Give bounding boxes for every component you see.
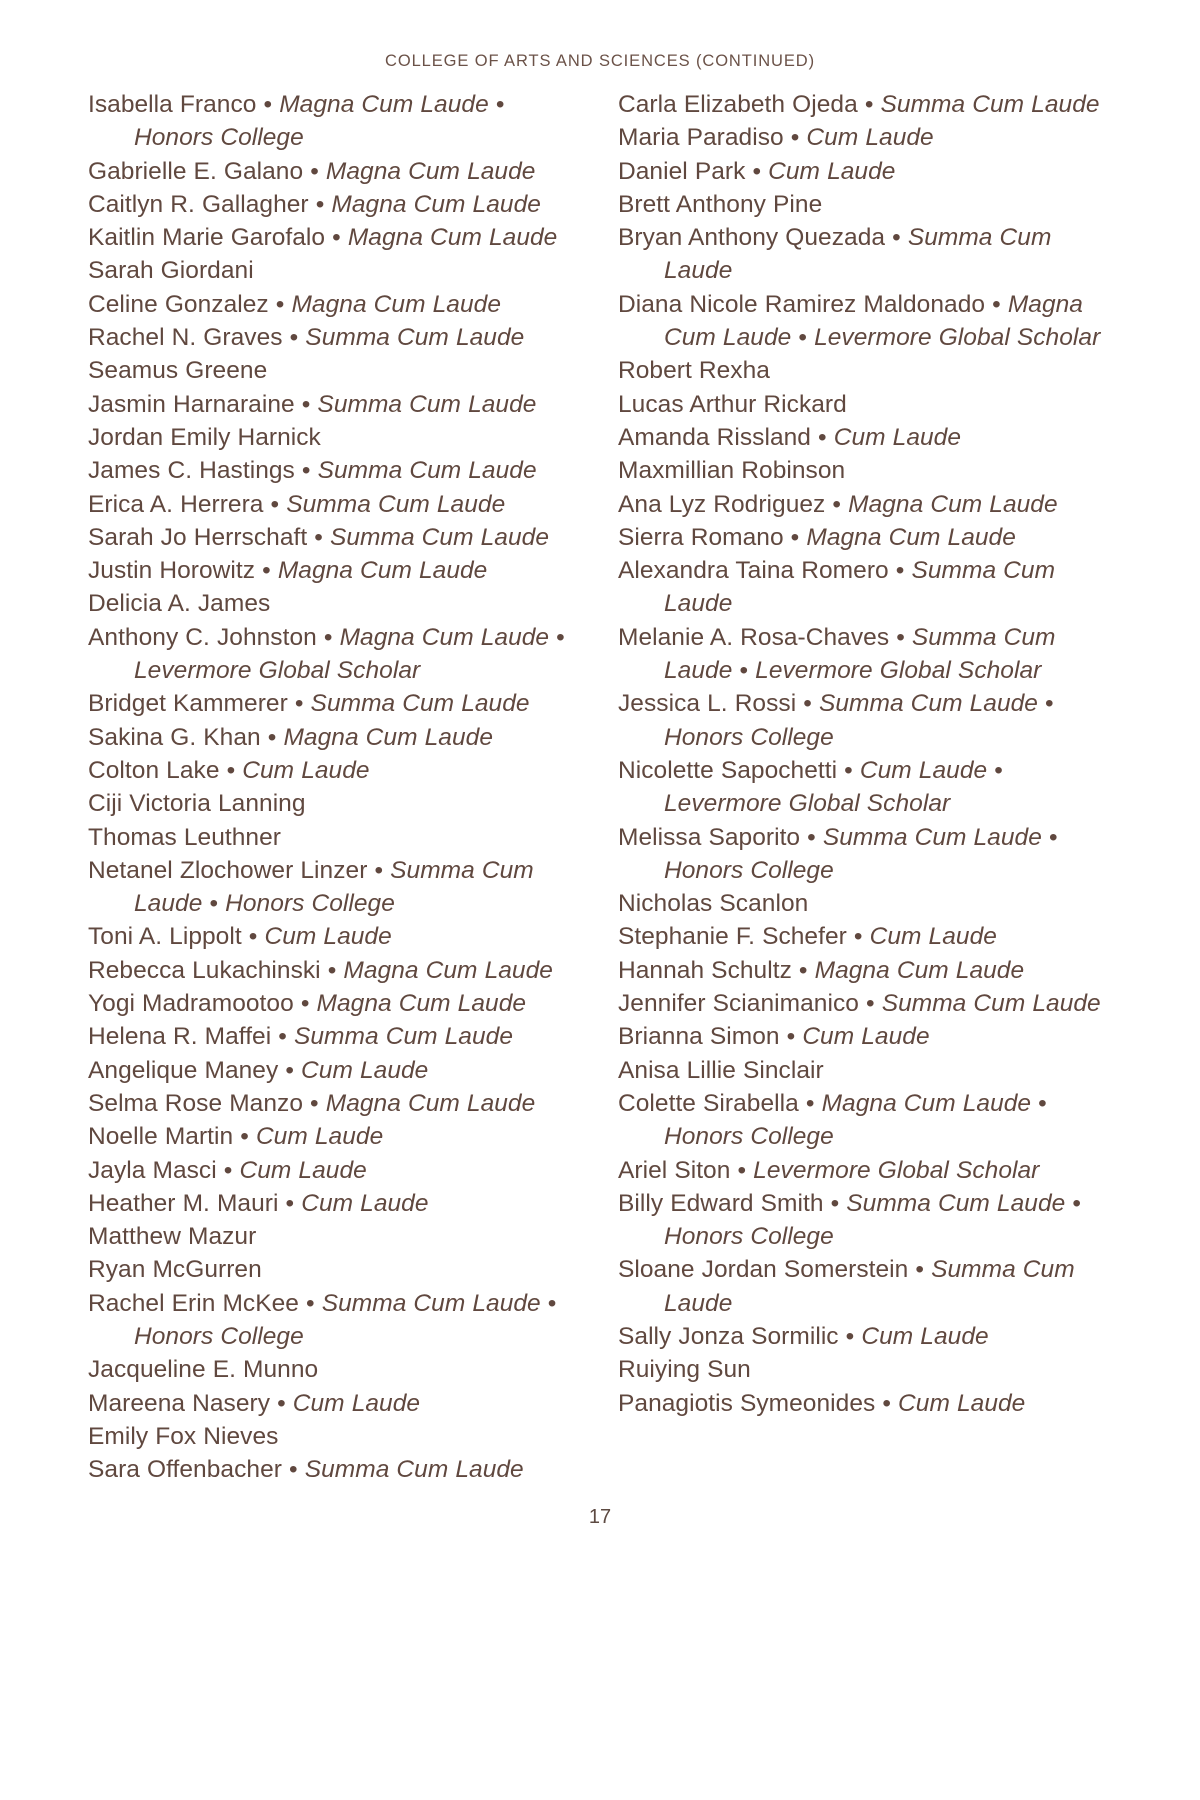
bullet-separator-icon: • [270,1389,293,1417]
graduate-name: Daniel Park [618,157,746,185]
graduate-honor: Summa Cum Laude [134,856,534,918]
graduate-entry [618,1353,1112,1386]
graduate-honor: Cum Laude [861,1322,989,1350]
graduate-name: Ciji Victoria Lanning [88,790,306,818]
bullet-separator-icon: • [278,1189,302,1217]
bullet-separator-icon: • [260,723,284,751]
graduate-honor: Cum Laude [802,1023,930,1051]
graduate-entry [88,188,582,221]
graduate-name: Hannah Schultz [618,956,792,984]
bullet-separator-icon: • [1037,690,1054,718]
graduate-name: Rebecca Lukachinski [88,956,321,984]
graduate-entry [618,1020,1112,1053]
graduate-name: Amanda Rissland [618,423,811,451]
bullet-separator-icon: • [488,91,505,118]
graduate-name: Bridget Kammerer [88,690,288,718]
bullet-separator-icon: • [889,623,912,651]
graduate-honor: Magna Cum Laude [821,1089,1032,1117]
graduate-honor: Magna Cum Laude [283,723,494,751]
graduate-entry [618,954,1112,987]
graduate-entry [88,721,582,754]
graduate-honor: Magna Cum Laude [347,224,558,252]
graduate-name: Sakina G. Khan [88,723,261,751]
bullet-separator-icon: • [800,823,823,851]
graduate-name: Ruiying Sun [618,1356,751,1384]
graduate-name: Jennifer Scianimanico [618,990,859,1018]
graduate-entry [88,521,582,554]
graduate-entry [618,1387,1112,1420]
graduate-name: Justin Horowitz [88,557,256,585]
graduate-honor: Cum Laude [898,1389,1026,1417]
graduate-name: Gabrielle E. Galano [88,157,304,185]
graduate-name: Sarah Giordani [88,257,254,285]
graduate-entry [618,454,1112,487]
graduate-entry [88,1187,582,1220]
graduate-name: Noelle Martin [88,1123,234,1151]
graduate-honor: Summa Cum Laude [304,1456,524,1484]
graduate-entry [88,1453,582,1486]
graduate-name: Maxmillian Robinson [618,457,846,485]
bullet-separator-icon: • [730,1156,754,1184]
graduate-name: Selma Rose Manzo [88,1089,303,1117]
graduate-name: Sara Offenbacher [88,1456,282,1484]
graduate-honor: Summa Cum Laude [664,623,1056,685]
graduate-name: Emily Fox Nieves [88,1422,279,1450]
graduate-name: Alexandra Taina Romero [618,557,889,585]
graduate-entry [88,1087,582,1120]
graduate-entry [88,421,582,454]
graduate-name: Jacqueline E. Munno [88,1356,319,1384]
graduate-honor: Summa Cum Laude [317,457,537,485]
bullet-separator-icon: • [256,91,280,118]
graduate-entry [88,821,582,854]
bullet-separator-icon: • [838,1322,862,1350]
graduate-name: Kaitlin Marie Garofalo [88,224,326,252]
graduate-name: Melissa Saporito [618,823,801,851]
graduate-columns [88,88,1112,1486]
graduate-honor: Levermore Global Scholar [753,1156,1040,1184]
graduate-honor: Summa Cum Laude [321,1289,541,1317]
graduate-name: Anisa Lillie Sinclair [618,1056,824,1084]
graduate-name: Celine Gonzalez [88,290,269,318]
graduate-honor: Cum Laude [301,1189,429,1217]
graduate-honor: Cum Laude [869,923,997,951]
graduate-entry [88,687,582,720]
graduate-honor: Honors College [664,1223,834,1251]
graduate-honor: Honors College [134,1322,304,1350]
graduate-entry [88,1387,582,1420]
graduate-honor: Summa Cum Laude [881,990,1101,1018]
bullet-separator-icon: • [241,923,265,951]
bullet-separator-icon: • [888,557,912,585]
graduate-name: Matthew Mazur [88,1223,257,1251]
graduate-honor: Magna Cum Laude [331,190,541,218]
graduate-entry [618,920,1112,953]
graduate-name: Stephanie F. Schefer [618,923,847,951]
graduate-name: Seamus Greene [88,357,268,385]
running-head: COLLEGE OF ARTS AND SCIENCES (CONTINUED) [385,52,815,70]
graduate-honor: Magna Cum Laude [664,290,1083,352]
graduate-entry [88,1420,582,1453]
graduate-entry [618,354,1112,387]
bullet-separator-icon: • [282,324,306,352]
graduate-entry [88,920,582,953]
graduate-honor: Honors College [664,723,834,751]
graduate-name: Heather M. Mauri [88,1189,279,1217]
bullet-separator-icon: • [303,1089,326,1117]
graduate-entry [618,1087,1112,1154]
graduate-name: Helena R. Maffei [88,1023,272,1051]
graduate-honor: Summa Cum Laude [818,690,1038,718]
bullet-separator-icon: • [796,690,819,718]
bullet-separator-icon: • [745,157,769,185]
graduate-honor: Levermore Global Scholar [755,657,1042,685]
bullet-separator-icon: • [1065,1189,1081,1217]
graduate-honor: Summa Cum Laude [317,390,537,418]
bullet-separator-icon: • [216,1156,240,1184]
graduate-honor: Cum Laude [264,923,392,951]
graduate-name: Mareena Nasery [88,1389,271,1417]
graduate-honor: Summa Cum Laude [310,690,530,718]
bullet-separator-icon: • [837,756,860,784]
graduate-honor: Honors College [664,1123,834,1151]
graduate-name: Netanel Zlochower Linzer [88,856,368,884]
graduate-entry [88,587,582,620]
graduate-entry [618,155,1112,188]
bullet-separator-icon: • [255,557,278,585]
graduate-name: Sarah Jo Herrschaft [88,523,308,551]
graduate-honor: Summa Cum Laude [664,557,1056,618]
graduate-entry [618,188,1112,221]
graduate-entry [618,421,1112,454]
graduate-entry [88,1120,582,1153]
graduate-name: Toni A. Lippolt [88,923,242,951]
graduate-name: Delicia A. James [88,590,271,618]
graduate-entry [88,155,582,188]
bullet-separator-icon: • [307,523,330,551]
graduate-honor: Magna Cum Laude [343,956,553,984]
graduate-entry [618,488,1112,521]
bullet-separator-icon: • [985,290,1008,318]
graduate-name: James C. Hastings [88,457,295,485]
bullet-separator-icon: • [303,157,326,185]
graduate-name: Sloane Jordan Somerstein [618,1256,909,1284]
graduate-name: Panagiotis Symeonides [618,1389,876,1417]
graduate-entry [88,388,582,421]
graduate-entry [88,1287,582,1354]
graduate-name: Billy Edward Smith [618,1189,824,1217]
graduate-entry [618,987,1112,1020]
bullet-separator-icon: • [885,224,908,252]
graduate-entry [618,554,1112,621]
bullet-separator-icon: • [798,1089,822,1117]
bullet-separator-icon: • [219,756,243,784]
bullet-separator-icon: • [268,290,292,318]
graduate-honor: Summa Cum Laude [880,91,1100,118]
graduate-honor: Summa Cum Laude [664,1256,1075,1317]
bullet-separator-icon: • [298,1289,322,1317]
bullet-separator-icon: • [732,657,756,685]
bullet-separator-icon: • [858,990,882,1018]
bullet-separator-icon: • [263,490,287,518]
bullet-separator-icon: • [810,423,834,451]
graduate-entry [618,754,1112,821]
graduate-honor: Magna Cum Laude [339,623,550,651]
graduate-entry [618,388,1112,421]
graduate-name: Anthony C. Johnston [88,623,317,651]
graduate-honor: Magna Cum Laude [277,557,488,585]
bullet-separator-icon: • [987,756,1003,784]
graduate-name: Nicolette Sapochetti [618,756,838,784]
graduate-name: Yogi Madramootoo [88,990,294,1018]
graduate-name: Ariel Siton [618,1156,731,1184]
graduate-name: Erica A. Herrera [88,490,264,518]
graduate-honor: Levermore Global Scholar [814,324,1101,352]
graduate-entry [88,1253,582,1286]
graduate-name: Isabella Franco [88,91,257,118]
graduate-honor: Summa Cum Laude [664,224,1052,285]
graduate-honor: Magna Cum Laude [291,290,502,318]
graduate-entry [88,354,582,387]
bullet-separator-icon: • [791,324,815,352]
graduate-honor: Honors College [664,856,834,884]
graduate-entry [88,854,582,921]
graduate-entry [88,1020,582,1053]
left-column [88,88,582,1486]
graduate-name: Brett Anthony Pine [618,190,823,218]
bullet-separator-icon: • [278,1056,302,1084]
bullet-separator-icon: • [857,91,881,118]
graduate-entry [88,321,582,354]
graduate-honor: Magna Cum Laude [279,91,489,118]
graduate-honor: Cum Laude [768,157,896,185]
graduate-entry [88,288,582,321]
graduate-name: Jessica L. Rossi [618,690,797,718]
bullet-separator-icon: • [293,990,317,1018]
page-number: 17 [588,1506,612,1528]
graduate-entry [88,221,582,254]
bullet-separator-icon: • [233,1123,256,1151]
bullet-separator-icon: • [779,1023,803,1051]
graduate-name: Sierra Romano [618,523,784,551]
bullet-separator-icon: • [875,1389,899,1417]
graduate-entry [618,1054,1112,1087]
graduate-name: Melanie A. Rosa-Chaves [618,623,890,651]
graduate-name: Colette Sirabella [618,1089,799,1117]
graduate-name: Rachel N. Graves [88,324,283,352]
graduate-honor: Cum Laude [833,423,962,451]
graduate-entry [88,787,582,820]
bullet-separator-icon: • [549,623,565,651]
graduate-entry [618,221,1112,288]
graduate-name: Jasmin Harnaraine [88,390,295,418]
graduate-honor: Cum Laude [239,1156,367,1184]
bullet-separator-icon: • [287,690,311,718]
graduate-name: Rachel Erin McKee [88,1289,299,1317]
bullet-separator-icon: • [325,224,348,252]
graduate-honor: Cum Laude [859,756,988,784]
graduate-entry [618,887,1112,920]
bullet-separator-icon: • [294,457,318,485]
graduate-honor: Cum Laude [301,1056,429,1084]
graduate-entry [618,1253,1112,1320]
graduate-entry [618,621,1112,688]
graduate-honor: Levermore Global Scholar [134,657,421,685]
bullet-separator-icon: • [367,856,391,884]
graduate-honor: Cum Laude [806,124,934,152]
graduate-entry [88,1220,582,1253]
graduate-entry [618,288,1112,355]
graduate-name: Bryan Anthony Quezada [618,224,886,252]
graduate-name: Angelique Maney [88,1056,279,1084]
bullet-separator-icon: • [825,490,849,518]
graduate-honor: Cum Laude [255,1123,384,1151]
graduate-honor: Summa Cum Laude [305,324,525,352]
graduate-entry [88,954,582,987]
graduate-name: Lucas Arthur Rickard [618,390,847,418]
bullet-separator-icon: • [791,956,815,984]
graduate-name: Ana Lyz Rodriguez [618,490,826,518]
right-column [618,88,1112,1420]
graduate-name: Carla Elizabeth Ojeda [618,91,858,118]
bullet-separator-icon: • [846,923,870,951]
bullet-separator-icon: • [271,1023,294,1051]
graduate-name: Caitlyn R. Gallagher [88,190,309,218]
graduate-honor: Summa Cum Laude [846,1189,1066,1217]
graduate-honor: Honors College [225,890,395,918]
graduate-entry [88,1353,582,1386]
graduate-entry [88,987,582,1020]
graduate-honor: Cum Laude [242,756,370,784]
graduate-entry [88,754,582,787]
bullet-separator-icon: • [783,124,807,152]
bullet-separator-icon: • [316,623,340,651]
bullet-separator-icon: • [281,1456,305,1484]
graduate-entry [618,121,1112,154]
graduate-name: Thomas Leuthner [88,823,281,851]
graduate-name: Diana Nicole Ramirez Maldonado [618,290,986,318]
graduate-entry [618,521,1112,554]
graduate-entry [88,1054,582,1087]
graduate-honor: Honors College [134,124,304,152]
graduate-entry [88,254,582,287]
graduate-honor: Magna Cum Laude [325,157,536,185]
bullet-separator-icon: • [783,523,807,551]
bullet-separator-icon: • [823,1189,847,1217]
graduate-honor: Summa Cum Laude [286,490,506,518]
graduate-honor: Magna Cum Laude [806,523,1016,551]
bullet-separator-icon: • [294,390,318,418]
bullet-separator-icon: • [540,1289,557,1317]
graduate-name: Jayla Masci [88,1156,217,1184]
bullet-separator-icon: • [308,190,332,218]
graduate-entry [88,488,582,521]
graduate-entry [88,88,582,155]
graduate-entry [618,687,1112,754]
bullet-separator-icon: • [202,890,226,918]
graduate-name: Maria Paradiso [618,124,784,152]
graduate-name: Ryan McGurren [88,1256,262,1284]
graduate-entry [618,1187,1112,1254]
graduate-honor: Magna Cum Laude [814,956,1025,984]
bullet-separator-icon: • [908,1256,932,1284]
graduate-entry [618,821,1112,888]
graduate-entry [88,1154,582,1187]
graduate-honor: Summa Cum Laude [329,523,549,551]
graduate-entry [618,88,1112,121]
graduate-entry [618,1320,1112,1353]
graduate-name: Sally Jonza Sormilic [618,1322,839,1350]
graduate-entry [88,454,582,487]
graduate-name: Robert Rexha [618,357,770,385]
graduate-name: Jordan Emily Harnick [88,423,321,451]
bullet-separator-icon: • [1031,1089,1047,1117]
graduate-name: Nicholas Scanlon [618,890,809,918]
graduate-honor: Magna Cum Laude [848,490,1058,518]
bullet-separator-icon: • [1041,823,1058,851]
graduate-entry [88,621,582,688]
graduate-honor: Summa Cum Laude [822,823,1042,851]
graduate-honor: Summa Cum Laude [293,1023,514,1051]
graduate-name: Colton Lake [88,756,220,784]
graduate-honor: Magna Cum Laude [316,990,527,1018]
graduate-honor: Cum Laude [292,1389,421,1417]
graduate-name: Brianna Simon [618,1023,780,1051]
graduate-entry [88,554,582,587]
graduate-honor: Levermore Global Scholar [664,790,951,818]
graduate-entry [618,1154,1112,1187]
bullet-separator-icon: • [320,956,344,984]
graduate-honor: Magna Cum Laude [325,1089,536,1117]
